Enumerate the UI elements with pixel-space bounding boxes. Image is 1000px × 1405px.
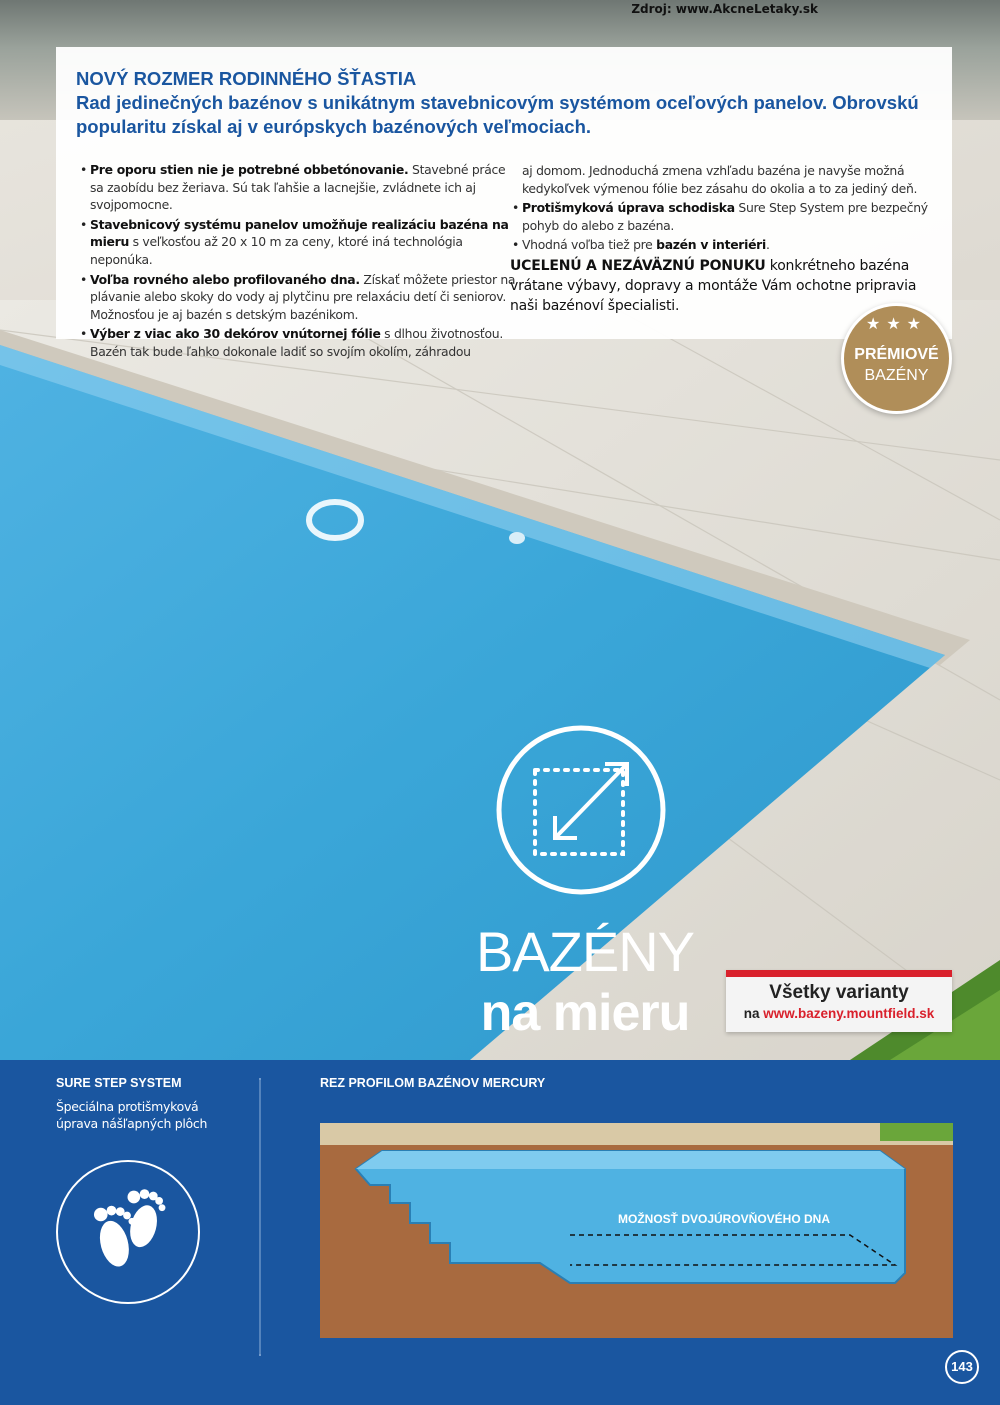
footprints-icon [56,1160,200,1304]
badge-line2: BAZÉNY [864,367,929,384]
panel-subheading: Rad jedinečných bazénov s unikátnym stavebnicovým systémom oceľových panelov. Obrovskú popularitu získal aj v európskych bazénových veľmociach. [76,92,919,137]
source-note: Zdroj: www.AkcneLetaky.sk [631,2,818,16]
list-item: • Voľba rovného alebo profilovaného dna. Získať môžete priestor na plávanie alebo skoky do vody aj plytčinu pre relaxáciu detí či seniorov. Možnosťou je aj bazén s detským bazénikom. [78,271,518,324]
cross-section-title: REZ PROFILOM BAZÉNOV MERCURY [320,1076,546,1090]
variants-link-line: na www.bazeny.mountfield.sk [743,1006,935,1021]
sure-step-title: SURE STEP SYSTEM [56,1076,182,1090]
premium-badge [841,303,952,414]
vertical-divider [259,1076,261,1358]
list-item: • Pre oporu stien nie je potrebné obbetónovanie. Stavebné práce sa zaobídu bez žeriava. Sú tak ľahšie a lacnejšie, zvládnete ich aj svojpomocne. [78,161,518,214]
sure-step-description: Špeciálna protišmyková úprava nášľapných plôch [56,1099,208,1131]
badge-line1: PRÉMIOVÉ [854,346,939,363]
continued-text: aj domom. Jednoduchá zmena vzhľadu bazéna je navyše možná kedykoľvek výmenou fólie bez zásahu do okolia a to za jediný deň. [522,163,918,196]
bottom-band [0,1060,1000,1405]
list-item: • Protišmyková úprava schodiska Sure Step System pre bezpečný pohyb do alebo z bazéna. [510,199,930,234]
list-item: • Stavebnicový systému panelov umožňuje realizáciu bazéna na mieru s veľkosťou až 20 x 10 m za ceny, ktoré iná technológia neponúka. [78,216,518,269]
right-column [510,162,930,316]
title-line1: BAZÉNY [475,920,695,983]
left-column [78,161,518,363]
title-line2: na mieru [480,984,690,1042]
pool-cross-section [320,1123,953,1338]
resize-icon [495,724,667,896]
variants-title: Všetky varianty [769,982,909,1003]
page-title [470,920,700,1042]
website-link[interactable]: www.bazeny.mountfield.sk [763,1006,935,1021]
floor-option-label: MOŽNOSŤ DVOJÚROVŇOVÉHO DNA [618,1212,831,1226]
list-item: • Výber z viac ako 30 dekórov vnútornej fólie s dlhou životnosťou. Bazén tak bude ľahko dokonale ladiť so svojím okolím, záhradou [78,325,518,360]
panel-heading: NOVÝ ROZMER RODINNÉHO ŠŤASTIA [76,68,417,89]
variants-box [726,970,952,1032]
offer-text: UCELENÚ A NEZÁVÄZNÚ PONUKU konkrétneho bazéna vrátane výbavy, dopravy a montáže Vám ochotne pripravia naši bazénoví špecialisti. [510,257,917,314]
page-number: 143 [945,1350,979,1384]
stars-icon: ★★★ [865,316,928,333]
list-item: • Vhodná voľba tiež pre bazén v interiéri. [510,236,930,254]
